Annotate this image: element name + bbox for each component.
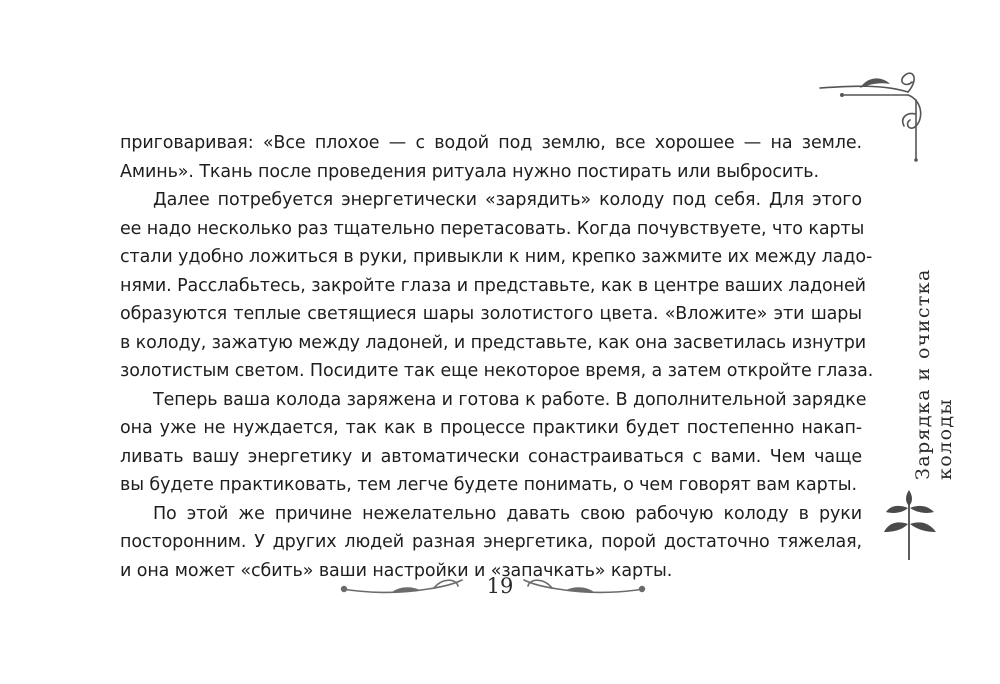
- text-line: и она может «сбить» ваши настройки и «запачкать» карты.: [120, 560, 673, 581]
- text-line: ее надо несколько раз тщательно перетасовать. Когда почувствуете, что карты: [120, 218, 865, 239]
- running-head: Зарядка и очистка колоды: [912, 268, 956, 480]
- paragraph-1: [120, 129, 862, 186]
- text-line: приговаривая: «Все плохое — с водой под землю, все хорошее — на земле.: [120, 133, 862, 153]
- text-line: образуются теплые светящиеся шары золотистого цвета. «Вложите» эти шары: [120, 304, 862, 324]
- text-line: Аминь». Ткань после проведения ритуала нужно постирать или выбросить.: [120, 161, 819, 182]
- text-line: стали удобно ложиться в руки, привыкли к ним, крепко зажмите их между ладо-: [120, 247, 873, 267]
- paragraph-3: [120, 386, 867, 500]
- text-line: в колоду, зажатую между ладоней, и представьте, как она засветилась изнутри: [120, 332, 866, 353]
- body-text: [120, 129, 874, 585]
- text-line: она уже не нуждается, так как в процессе практики будет постепенно накап-: [120, 418, 862, 438]
- text-line: золотистым светом. Посидите так еще некоторое время, а затем откройте глаза.: [120, 361, 874, 381]
- text-line: Теперь ваша колода заряжена и готова к работе. В дополнительной зарядке: [153, 389, 867, 410]
- page-number: 19: [486, 574, 514, 598]
- text-line: вы будете практиковать, тем легче будете понимать, о чем говорят вам карты.: [120, 475, 857, 495]
- paragraph-4: [120, 500, 862, 586]
- leaf-sprig-icon: [882, 486, 938, 562]
- text-line: По этой же причине нежелательно давать свою рабочую колоду в руки: [153, 503, 862, 524]
- text-line: нями. Расслабьтесь, закройте глаза и представьте, как в центре ваших ладоней: [120, 275, 866, 296]
- text-line: Далее потребуется энергетически «зарядить» колоду под себя. Для этого: [153, 190, 862, 210]
- paragraph-2: [120, 186, 874, 386]
- text-line: посторонним. У других людей разная энергетика, порой достаточно тяжелая,: [120, 532, 862, 552]
- text-line: ливать вашу энергетику и автоматически сонастраиваться с вами. Чем чаще: [120, 446, 862, 467]
